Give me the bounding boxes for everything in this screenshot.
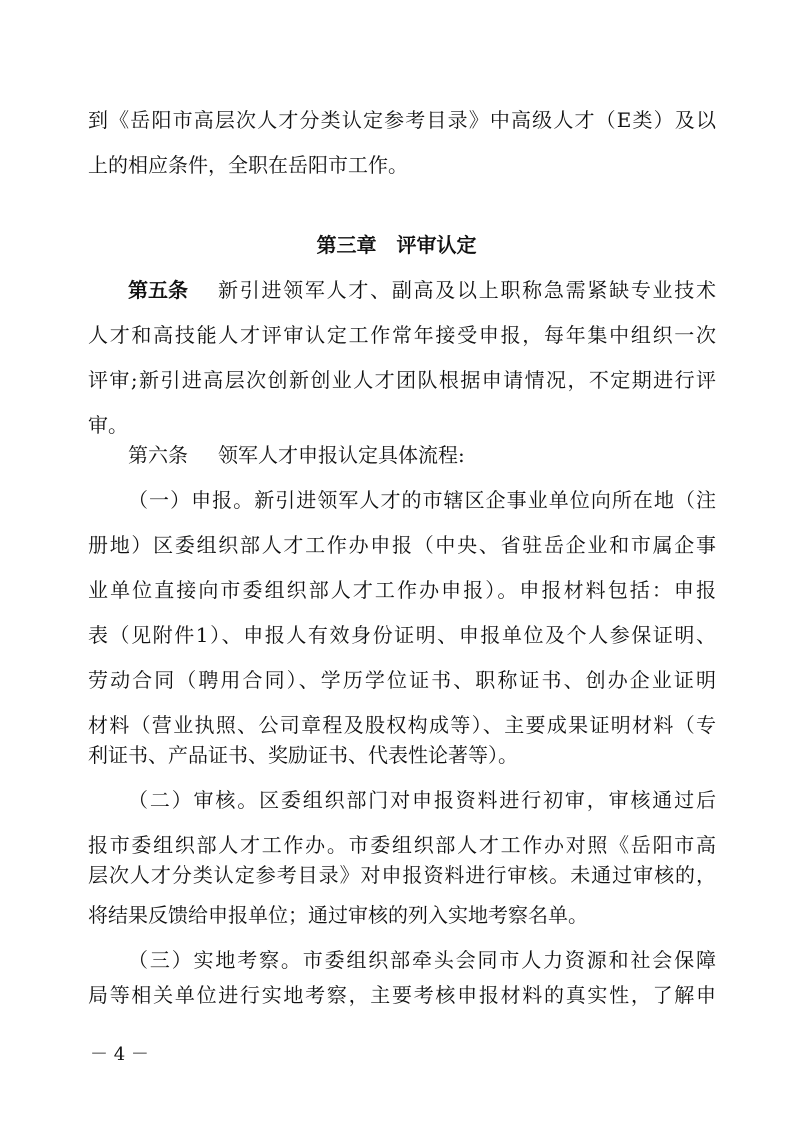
text-line: （三）实地考察。市委组织部牵头会同市人力资源和社会保障 — [128, 948, 716, 972]
text-line: 上的相应条件，全职在岳阳市工作。 — [88, 153, 408, 177]
text-line: 审。 — [88, 413, 128, 437]
text-line: 材料（营业执照、公司章程及股权构成等）、主要成果证明材料（专 — [88, 713, 716, 737]
text-line: 报市委组织部人才工作办。市委组织部人才工作办对照《岳阳市高 — [88, 833, 716, 857]
page-number: － 4 － — [90, 1044, 149, 1065]
text-line: 业单位直接向市委组织部人才工作办申报）。申报材料包括：申报 — [88, 578, 716, 602]
text-line: 到《岳阳市高层次人才分类认定参考目录》中高级人才（E类）及以 — [88, 108, 716, 132]
text-line: （一）申报。新引进领军人才的市辖区企事业单位向所在地（注 — [128, 488, 716, 512]
article-label: 第五条 — [128, 278, 188, 302]
text-line: 表（见附件1）、申报人有效身份证明、申报单位及个人参保证明、 — [88, 623, 716, 647]
text-line: 评审;新引进高层次创新创业人才团队根据申请情况，不定期进行评 — [88, 368, 716, 392]
article-label: 第六条 — [128, 443, 188, 467]
text-line: 新引进领军人才、副高及以上职称急需紧缺专业技术 — [218, 278, 716, 302]
text-line: 将结果反馈给申报单位；通过审核的列入实地考察名单。 — [88, 903, 588, 927]
text-line: 人才和高技能人才评审认定工作常年接受申报，每年集中组织一次 — [88, 323, 716, 347]
article-6-label — [128, 443, 188, 467]
text-line: 利证书、产品证书、奖励证书、代表性论著等）。 — [88, 743, 518, 767]
chapter-heading: 第三章 评审认定 — [316, 233, 477, 257]
text-line: 领军人才申报认定具体流程: — [218, 443, 465, 467]
text-line: 劳动合同（聘用合同）、学历学位证书、职称证书、创办企业证明 — [88, 668, 716, 692]
text-line: 册地）区委组织部人才工作办申报（中央、省驻岳企业和市属企事 — [88, 533, 716, 557]
text-line: 层次人才分类认定参考目录》对申报资料进行审核。未通过审核的， — [88, 863, 716, 887]
text-line: 局等相关单位进行实地考察，主要考核申报材料的真实性，了解申 — [88, 983, 716, 1007]
text-line: （二）审核。区委组织部门对申报资料进行初审，审核通过后 — [128, 788, 716, 812]
article-5-label — [128, 278, 188, 302]
